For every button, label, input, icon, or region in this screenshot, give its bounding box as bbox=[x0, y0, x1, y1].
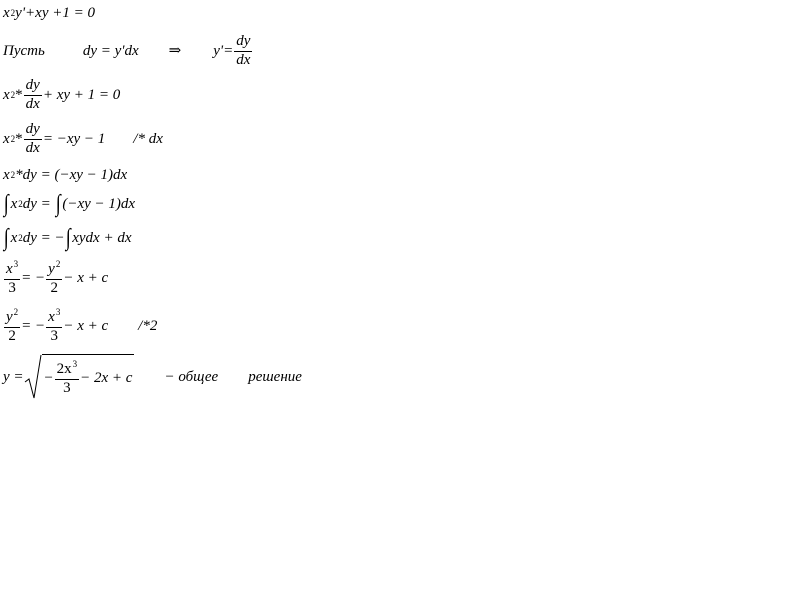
equation-rearranged bbox=[3, 308, 157, 345]
general-word: − общее bbox=[164, 368, 219, 385]
fraction-denominator: 3 bbox=[63, 380, 71, 396]
var-y: y bbox=[6, 309, 13, 325]
exponent: 3 bbox=[55, 307, 61, 317]
var-x: x bbox=[6, 261, 13, 277]
integrand-dy: dy = − bbox=[22, 229, 65, 246]
var-x: x bbox=[10, 229, 18, 246]
fraction-2x3-3 bbox=[55, 360, 80, 397]
equals-minus: = − bbox=[21, 317, 46, 334]
fraction-numerator: dy bbox=[24, 122, 42, 140]
fraction-y2-2 bbox=[46, 260, 62, 297]
var-x: x bbox=[3, 167, 10, 183]
equation-step-2 bbox=[3, 122, 163, 157]
fraction-y2-2 bbox=[4, 308, 20, 345]
var-y: y bbox=[48, 261, 55, 277]
multiply-note: /* dx bbox=[133, 130, 163, 147]
integrand-rest: (−xy − 1)dx bbox=[62, 195, 136, 212]
fraction-x3-3 bbox=[4, 260, 20, 297]
exponent: 2 bbox=[10, 170, 16, 180]
fraction-denominator: dx bbox=[236, 51, 251, 68]
fraction-dy-dx bbox=[234, 34, 252, 69]
minus-sign: − bbox=[43, 370, 54, 386]
equation-rest: − x + c bbox=[63, 317, 109, 334]
equation-integrated bbox=[3, 260, 108, 297]
equation-rest: = −xy − 1 bbox=[42, 130, 106, 147]
fraction-numerator: dy bbox=[234, 34, 252, 52]
equation-rest: − x + c bbox=[63, 269, 109, 286]
exponent: 2 bbox=[10, 133, 16, 144]
radicand bbox=[42, 354, 135, 400]
equation-integral-1 bbox=[3, 192, 135, 216]
integral-sign: ∫ bbox=[55, 191, 61, 217]
exponent: 2 bbox=[55, 259, 61, 269]
fraction-numerator bbox=[46, 260, 62, 280]
substitution-eq: dy = y'dx bbox=[82, 42, 139, 59]
equation-rest: y'+xy +1 = 0 bbox=[15, 5, 95, 21]
radical-sign-icon bbox=[24, 354, 42, 400]
fraction-numerator bbox=[4, 260, 20, 280]
var-x: x bbox=[3, 86, 10, 103]
var-x: x bbox=[10, 195, 18, 212]
fraction-numerator bbox=[46, 308, 62, 328]
fraction-dy-dx bbox=[24, 78, 42, 113]
fraction-denominator: dx bbox=[25, 139, 40, 156]
equation-rest: *dy = (−xy − 1)dx bbox=[15, 167, 128, 183]
fraction-denominator: 2 bbox=[8, 327, 16, 344]
fraction-numerator bbox=[4, 308, 20, 328]
fraction-numerator bbox=[55, 360, 80, 380]
var-x: x bbox=[48, 309, 55, 325]
radicand-rest: − 2x + c bbox=[80, 370, 133, 386]
multiply-sign: * bbox=[15, 130, 23, 147]
exponent: 2 bbox=[18, 232, 23, 243]
fraction-denominator: 2 bbox=[50, 279, 58, 296]
exponent: 3 bbox=[13, 259, 19, 269]
word-let: Пусть bbox=[3, 42, 45, 59]
fraction-denominator: 3 bbox=[8, 279, 16, 296]
exponent: 2 bbox=[10, 8, 16, 18]
equation-step-1 bbox=[3, 78, 120, 113]
general-solution bbox=[3, 354, 302, 400]
fraction-dy-dx bbox=[24, 122, 42, 157]
exponent: 2 bbox=[13, 307, 19, 317]
exponent: 3 bbox=[72, 359, 78, 370]
integral-sign: ∫ bbox=[3, 191, 9, 217]
fraction-x3-3 bbox=[46, 308, 62, 345]
substitution-line bbox=[3, 34, 253, 69]
equation-integral-2 bbox=[3, 226, 132, 250]
integral-sign: ∫ bbox=[65, 225, 71, 251]
equals-minus: = − bbox=[21, 269, 46, 286]
multiply-sign: * bbox=[15, 86, 23, 103]
derivative-lhs: y'= bbox=[213, 42, 234, 59]
integrand-dy: dy = bbox=[22, 195, 51, 212]
implies-arrow: ⇒ bbox=[168, 42, 182, 59]
fraction-denominator: 3 bbox=[50, 327, 58, 344]
equation-rest: + xy + 1 = 0 bbox=[42, 86, 121, 103]
fraction-numerator: dy bbox=[24, 78, 42, 96]
solution-lhs: y = bbox=[3, 368, 24, 385]
solution-word: решение bbox=[248, 368, 302, 385]
equation-original bbox=[3, 6, 95, 21]
multiply-note: /*2 bbox=[138, 317, 158, 334]
var-x: x bbox=[3, 5, 10, 21]
square-root bbox=[24, 354, 135, 400]
integral-sign: ∫ bbox=[3, 225, 9, 251]
equation-step-3 bbox=[3, 168, 127, 183]
var-x: x bbox=[3, 130, 10, 147]
term-2x: 2x bbox=[56, 361, 72, 378]
integrand-rest: xydx + dx bbox=[72, 229, 132, 246]
exponent: 2 bbox=[18, 198, 23, 209]
fraction-denominator: dx bbox=[25, 95, 40, 112]
exponent: 2 bbox=[10, 89, 16, 100]
